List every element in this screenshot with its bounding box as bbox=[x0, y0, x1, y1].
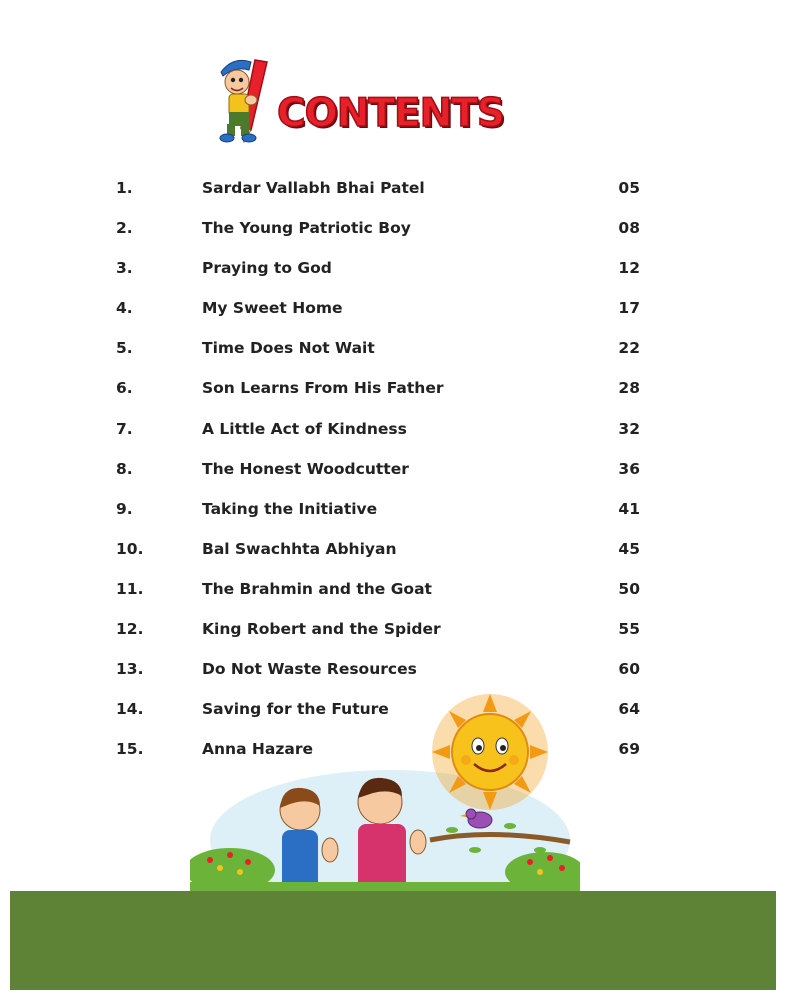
chapter-title: Do Not Waste Resources bbox=[202, 660, 417, 679]
chapter-title: Taking the Initiative bbox=[202, 499, 378, 518]
page-number: 17 bbox=[618, 299, 640, 318]
chapter-title: The Honest Woodcutter bbox=[202, 459, 409, 478]
page-number: 60 bbox=[618, 660, 640, 679]
table-of-contents bbox=[116, 175, 640, 776]
children-praying-with-sun-illustration bbox=[190, 690, 580, 895]
page-number: 28 bbox=[618, 379, 640, 398]
toc-row bbox=[116, 576, 640, 616]
chapter-number: 9. bbox=[116, 499, 133, 518]
chapter-number: 3. bbox=[116, 259, 133, 278]
page-number: 05 bbox=[618, 179, 640, 197]
chapter-number: 14. bbox=[116, 700, 144, 719]
chapter-number: 1. bbox=[116, 179, 133, 197]
contents-header bbox=[215, 52, 525, 148]
toc-row bbox=[116, 335, 640, 375]
toc-row bbox=[116, 255, 640, 295]
chapter-title: The Brahmin and the Goat bbox=[202, 579, 432, 598]
chapter-number: 10. bbox=[116, 539, 144, 558]
chapter-number: 5. bbox=[116, 339, 133, 358]
chapter-title: My Sweet Home bbox=[202, 299, 343, 318]
page-number: 64 bbox=[618, 700, 640, 719]
page-number: 36 bbox=[618, 459, 640, 478]
chapter-title: A Little Act of Kindness bbox=[202, 419, 407, 438]
page-number: 45 bbox=[618, 539, 640, 558]
chapter-number: 13. bbox=[116, 660, 144, 679]
chapter-number: 11. bbox=[116, 579, 144, 598]
chapter-number: 4. bbox=[116, 299, 133, 318]
chapter-number: 2. bbox=[116, 219, 133, 238]
chapter-number: 6. bbox=[116, 379, 133, 398]
footer-band bbox=[10, 891, 776, 990]
page-number: 32 bbox=[618, 419, 640, 438]
chapter-title: Saving for the Future bbox=[202, 700, 389, 719]
page-number: 50 bbox=[618, 579, 640, 598]
toc-row bbox=[116, 295, 640, 335]
page-number: 69 bbox=[618, 740, 640, 759]
toc-row bbox=[116, 175, 640, 215]
chapter-title: Sardar Vallabh Bhai Patel bbox=[202, 179, 425, 197]
page-number: 12 bbox=[618, 259, 640, 278]
toc-row bbox=[116, 456, 640, 496]
chapter-number: 7. bbox=[116, 419, 133, 438]
chapter-title: Anna Hazare bbox=[202, 740, 313, 759]
chapter-title: Bal Swachhta Abhiyan bbox=[202, 539, 397, 558]
toc-row bbox=[116, 375, 640, 415]
toc-row bbox=[116, 616, 640, 656]
page-number: 41 bbox=[618, 499, 640, 518]
toc-row bbox=[116, 496, 640, 536]
chapter-title: Praying to God bbox=[202, 259, 332, 278]
chapter-number: 15. bbox=[116, 740, 144, 759]
page-number: 22 bbox=[618, 339, 640, 358]
toc-row bbox=[116, 416, 640, 456]
page-number: 55 bbox=[618, 620, 640, 639]
chapter-title: Son Learns From His Father bbox=[202, 379, 444, 398]
chapter-title: King Robert and the Spider bbox=[202, 620, 441, 639]
toc-row bbox=[116, 215, 640, 255]
chapter-number: 12. bbox=[116, 620, 144, 639]
chapter-number: 8. bbox=[116, 459, 133, 478]
toc-row bbox=[116, 536, 640, 576]
chapter-title: Time Does Not Wait bbox=[202, 339, 375, 358]
page-title: CONTENTS bbox=[277, 91, 504, 136]
chapter-title: The Young Patriotic Boy bbox=[202, 219, 411, 238]
page-number: 08 bbox=[618, 219, 640, 238]
